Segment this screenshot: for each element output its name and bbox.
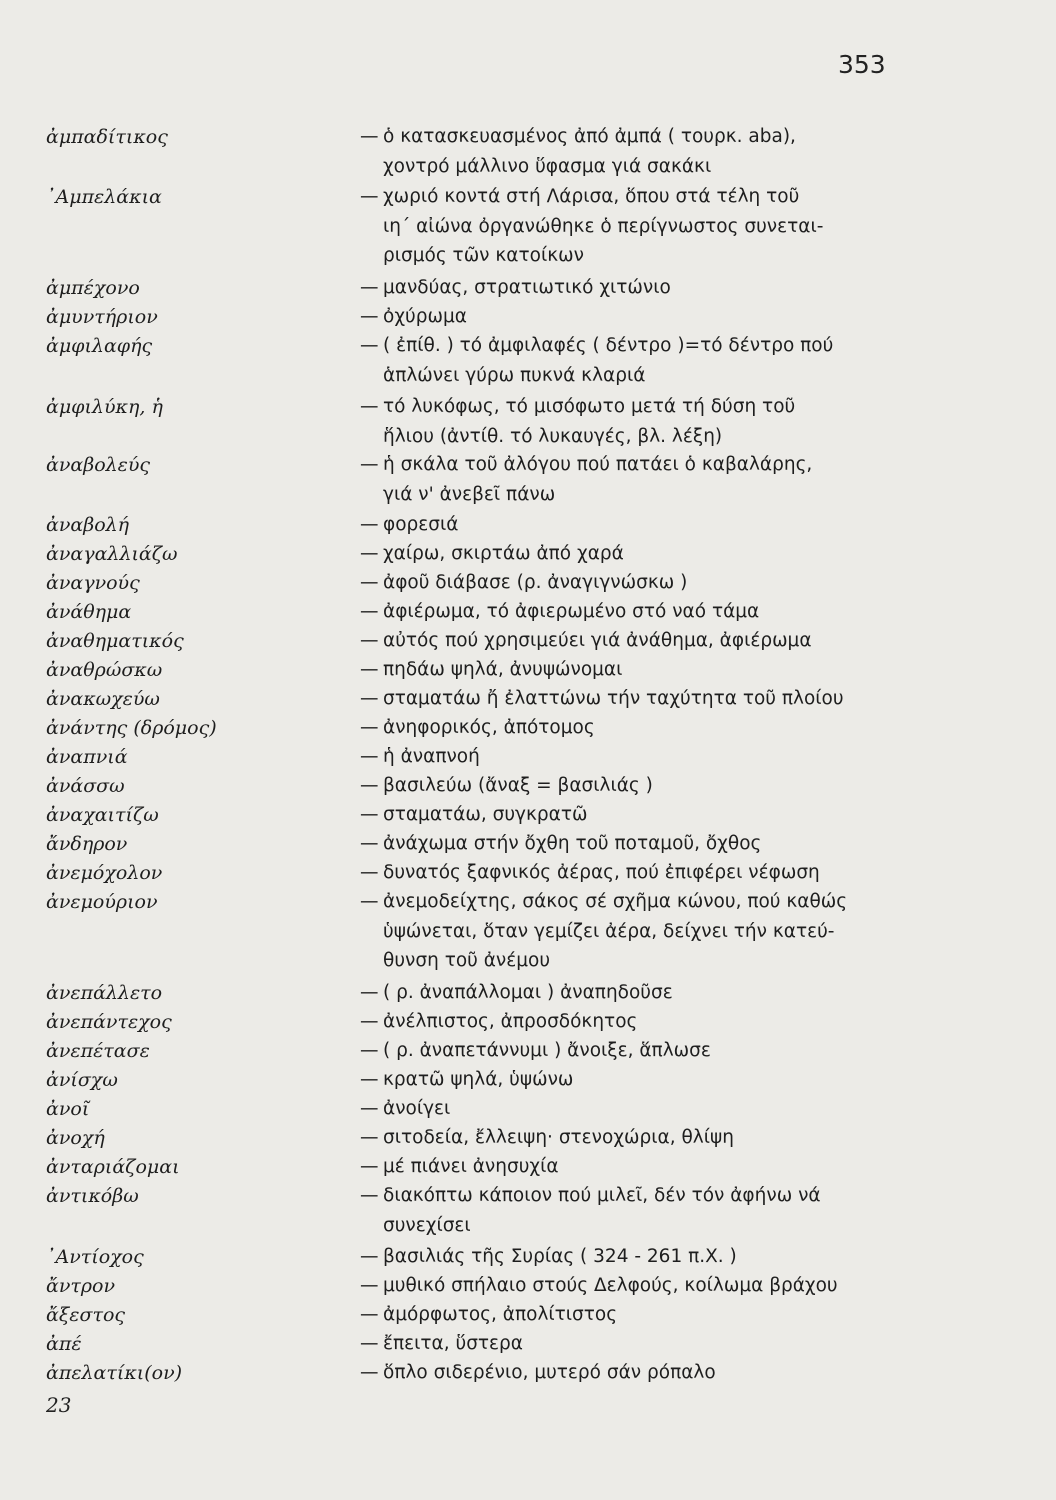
definition-line: μυθικό σπήλαιο στούς Δελφούς, κοίλωμα βράχου — [383, 1275, 838, 1296]
definition-line: βασιλεύω (ἄναξ = βασιλιάς ) — [383, 775, 653, 796]
entry-definition — [360, 1329, 900, 1359]
entry-definition — [360, 539, 900, 569]
entry-term: ἀναβολή — [46, 514, 130, 536]
definition-line: ὑψώνεται, ὅταν γεμίζει ἀέρα, δείχνει τήν κατεύ- — [383, 920, 835, 942]
entry-term: ἀνακωχεύω — [46, 688, 160, 710]
entry-definition — [360, 182, 900, 271]
entry-definition — [360, 1007, 900, 1037]
definition-dash: — — [360, 659, 379, 680]
definition-line: ὀχύρωμα — [383, 306, 467, 327]
entry-definition — [360, 450, 900, 509]
definition-line: μανδύας, στρατιωτικό χιτώνιο — [383, 277, 671, 298]
definition-dash: — — [360, 630, 379, 651]
entry-term: ἀναθηματικός — [46, 630, 184, 652]
entry-definition — [360, 568, 900, 598]
definition-line: βασιλιάς τῆς Συρίας ( 324 - 261 π.Χ. ) — [383, 1246, 737, 1267]
definition-dash: — — [360, 717, 379, 738]
definition-dash: — — [360, 396, 379, 417]
definition-line: σιτοδεία, ἔλλειψη· στενοχώρια, θλίψη — [383, 1127, 734, 1148]
definition-line: ἡ σκάλα τοῦ ἀλόγου πού πατάει ὁ καβαλάρης, — [383, 454, 813, 475]
definition-dash: — — [360, 891, 379, 912]
definition-line: ἁπλώνει γύρω πυκνά κλαριά — [383, 364, 646, 386]
entry-term: ἀνεμούριον — [46, 891, 158, 913]
entry-term: ἀμπαδίτικος — [46, 126, 168, 148]
definition-dash: — — [360, 804, 379, 825]
definition-dash: — — [360, 454, 379, 475]
entry-definition — [360, 331, 900, 390]
entry-term: ᾿Αντίοχος — [46, 1246, 144, 1268]
entry-definition — [360, 1036, 900, 1066]
entry-definition — [360, 742, 900, 772]
definition-line: ἥλιου (ἀντίθ. τό λυκαυγές, βλ. λέξη) — [383, 425, 723, 447]
definition-line: ἀμόρφωτος, ἀπολίτιστος — [383, 1304, 618, 1325]
definition-line: γιά ν' ἀνεβεῖ πάνω — [383, 483, 556, 505]
definition-line: σταματάω, συγκρατῶ — [383, 804, 588, 825]
entry-term: ἀναβολεύς — [46, 454, 151, 476]
definition-line: ὁ κατασκευασμένος ἀπό ἀμπά ( τουρκ. aba), — [383, 126, 796, 147]
definition-line: ρισμός τῶν κατοίκων — [383, 245, 584, 266]
definition-line: ἀνηφορικός, ἀπότομος — [383, 717, 595, 738]
definition-line: αὐτός πού χρησιμεύει γιά ἀνάθημα, ἀφιέρωμα — [383, 630, 812, 651]
entry-term: ἀναπνιά — [46, 746, 128, 768]
definition-dash: — — [360, 862, 379, 883]
entry-definition — [360, 597, 900, 627]
entry-definition — [360, 684, 900, 714]
definition-dash: — — [360, 335, 379, 356]
definition-line: χοντρό μάλλινο ὕφασμα γιά σακάκι — [383, 155, 712, 177]
entry-definition — [360, 302, 900, 332]
definition-line: ὅπλο σιδερένιο, μυτερό σάν ρόπαλο — [383, 1362, 716, 1383]
definition-dash: — — [360, 126, 379, 147]
entry-term: ἀμφιλύκη, ἡ — [46, 396, 163, 418]
entry-definition — [360, 1065, 900, 1095]
entry-term: ἀμυντήριον — [46, 306, 158, 328]
definition-dash: — — [360, 1275, 379, 1296]
entry-term: ἀνίσχω — [46, 1069, 118, 1091]
definition-line: ἀφιέρωμα, τό ἀφιερωμένο στό ναό τάμα — [383, 601, 760, 622]
definition-line: ( ρ. ἀναπετάννυμι ) ἄνοιξε, ἅπλωσε — [383, 1040, 711, 1061]
entry-definition — [360, 626, 900, 656]
entry-term: ἀπελατίκι(ον) — [46, 1362, 183, 1384]
definition-dash: — — [360, 746, 379, 767]
definition-line: θυνση τοῦ ἀνέμου — [383, 950, 551, 971]
definition-dash: — — [360, 1246, 379, 1267]
entry-term: ἀνάσσω — [46, 775, 125, 797]
definition-dash: — — [360, 186, 379, 207]
entry-term: ᾿Αμπελάκια — [46, 186, 162, 208]
entry-definition — [360, 1181, 900, 1240]
entry-definition — [360, 829, 900, 859]
definition-dash: — — [360, 1304, 379, 1325]
entry-term: ἄντρον — [46, 1275, 116, 1297]
definition-line: διακόπτω κάποιον πού μιλεῖ, δέν τόν ἀφήνω νά — [383, 1185, 821, 1206]
definition-dash: — — [360, 601, 379, 622]
definition-dash: — — [360, 572, 379, 593]
entry-term: ἀναγνούς — [46, 572, 140, 594]
entry-term: ἀναθρώσκω — [46, 659, 163, 681]
entry-definition — [360, 655, 900, 685]
definition-line: ἀνοίγει — [383, 1098, 451, 1119]
entry-term: ἀνάντης (δρόμος) — [46, 717, 217, 739]
page-number: 353 — [838, 50, 886, 79]
definition-dash: — — [360, 1098, 379, 1119]
definition-line: τό λυκόφως, τό μισόφωτο μετά τή δύση τοῦ — [383, 396, 796, 417]
entry-term: ἀμφιλαφής — [46, 335, 153, 357]
definition-dash: — — [360, 543, 379, 564]
definition-line: ἀνέλπιστος, ἀπροσδόκητος — [383, 1011, 638, 1032]
definition-dash: — — [360, 1040, 379, 1061]
entry-definition — [360, 858, 900, 888]
entry-term: ἀνεμόχολον — [46, 862, 163, 884]
definition-line: σταματάω ἤ ἐλαττώνω τήν ταχύτητα τοῦ πλοίου — [383, 688, 844, 709]
definition-dash: — — [360, 1127, 379, 1148]
definition-line: φορεσιά — [383, 514, 459, 535]
definition-line: πηδάω ψηλά, ἀνυψώνομαι — [383, 659, 623, 680]
entry-definition — [360, 273, 900, 303]
definition-line: ἀνάχωμα στήν ὄχθη τοῦ ποταμοῦ, ὄχθος — [383, 833, 762, 854]
entry-definition — [360, 1300, 900, 1330]
definition-line: ιη΄ αἰώνα ὀργανώθηκε ὁ περίγνωστος συνεται- — [383, 215, 824, 237]
signature-mark: 23 — [46, 1393, 72, 1417]
entry-term: ἀνοῖ — [46, 1098, 90, 1120]
definition-dash: — — [360, 1011, 379, 1032]
entry-definition — [360, 1094, 900, 1124]
definition-line: συνεχίσει — [383, 1214, 471, 1236]
entry-definition — [360, 510, 900, 540]
definition-line: μέ πιάνει ἀνησυχία — [383, 1156, 559, 1177]
definition-dash: — — [360, 514, 379, 535]
entry-definition — [360, 978, 900, 1008]
definition-dash: — — [360, 1362, 379, 1383]
entry-definition — [360, 771, 900, 801]
entry-definition — [360, 713, 900, 743]
definition-line: ἔπειτα, ὕστερα — [383, 1333, 523, 1354]
definition-dash: — — [360, 277, 379, 298]
definition-dash: — — [360, 306, 379, 327]
definition-dash: — — [360, 1069, 379, 1090]
definition-line: κρατῶ ψηλά, ὑψώνω — [383, 1069, 574, 1090]
entry-term: ἀναχαιτίζω — [46, 804, 159, 826]
entry-definition — [360, 1152, 900, 1182]
definition-line: χαίρω, σκιρτάω ἀπό χαρά — [383, 543, 624, 564]
definition-dash: — — [360, 1185, 379, 1206]
entry-term: ἀμπέχονο — [46, 277, 140, 299]
entry-definition — [360, 1271, 900, 1301]
definition-dash: — — [360, 982, 379, 1003]
definition-line: ἡ ἀναπνοή — [383, 746, 480, 767]
entry-term: ἀνταριάζομαι — [46, 1156, 180, 1178]
entry-definition — [360, 122, 900, 181]
definition-line: ἀνεμοδείχτης, σάκος σέ σχῆμα κώνου, πού καθώς — [383, 891, 848, 912]
entry-term: ἀνοχή — [46, 1127, 105, 1149]
entry-term: ἀνεπάντεχος — [46, 1011, 172, 1033]
definition-dash: — — [360, 833, 379, 854]
definition-dash: — — [360, 1156, 379, 1177]
definition-dash: — — [360, 775, 379, 796]
entry-term: ἀνεπάλλετο — [46, 982, 163, 1004]
entry-definition — [360, 1123, 900, 1153]
entry-term: ἀναγαλλιάζω — [46, 543, 178, 565]
definition-line: ἀφοῦ διάβασε (ρ. ἀναγιγνώσκω ) — [383, 572, 688, 593]
entry-term: ἄξεστος — [46, 1304, 126, 1326]
definition-line: ( ρ. ἀναπάλλομαι ) ἀναπηδοῦσε — [383, 982, 673, 1003]
definition-dash: — — [360, 688, 379, 709]
entry-definition — [360, 800, 900, 830]
entry-term: ἀπέ — [46, 1333, 82, 1355]
entry-definition — [360, 1358, 900, 1388]
definition-line: δυνατός ξαφνικός ἀέρας, πού ἐπιφέρει νέφωση — [383, 862, 820, 883]
definition-line: χωριό κοντά στή Λάρισα, ὅπου στά τέλη τοῦ — [383, 186, 800, 207]
entry-term: ἀντικόβω — [46, 1185, 139, 1207]
entry-definition — [360, 887, 900, 976]
definition-line: ( ἐπίθ. ) τό ἀμφιλαφές ( δέντρο )=τό δέντρο πού — [383, 335, 834, 356]
entry-definition — [360, 1242, 900, 1272]
entry-definition — [360, 392, 900, 451]
entry-term: ἀνεπέτασε — [46, 1040, 150, 1062]
definition-dash: — — [360, 1333, 379, 1354]
entry-term: ἄνδηρον — [46, 833, 128, 855]
entry-term: ἀνάθημα — [46, 601, 132, 623]
